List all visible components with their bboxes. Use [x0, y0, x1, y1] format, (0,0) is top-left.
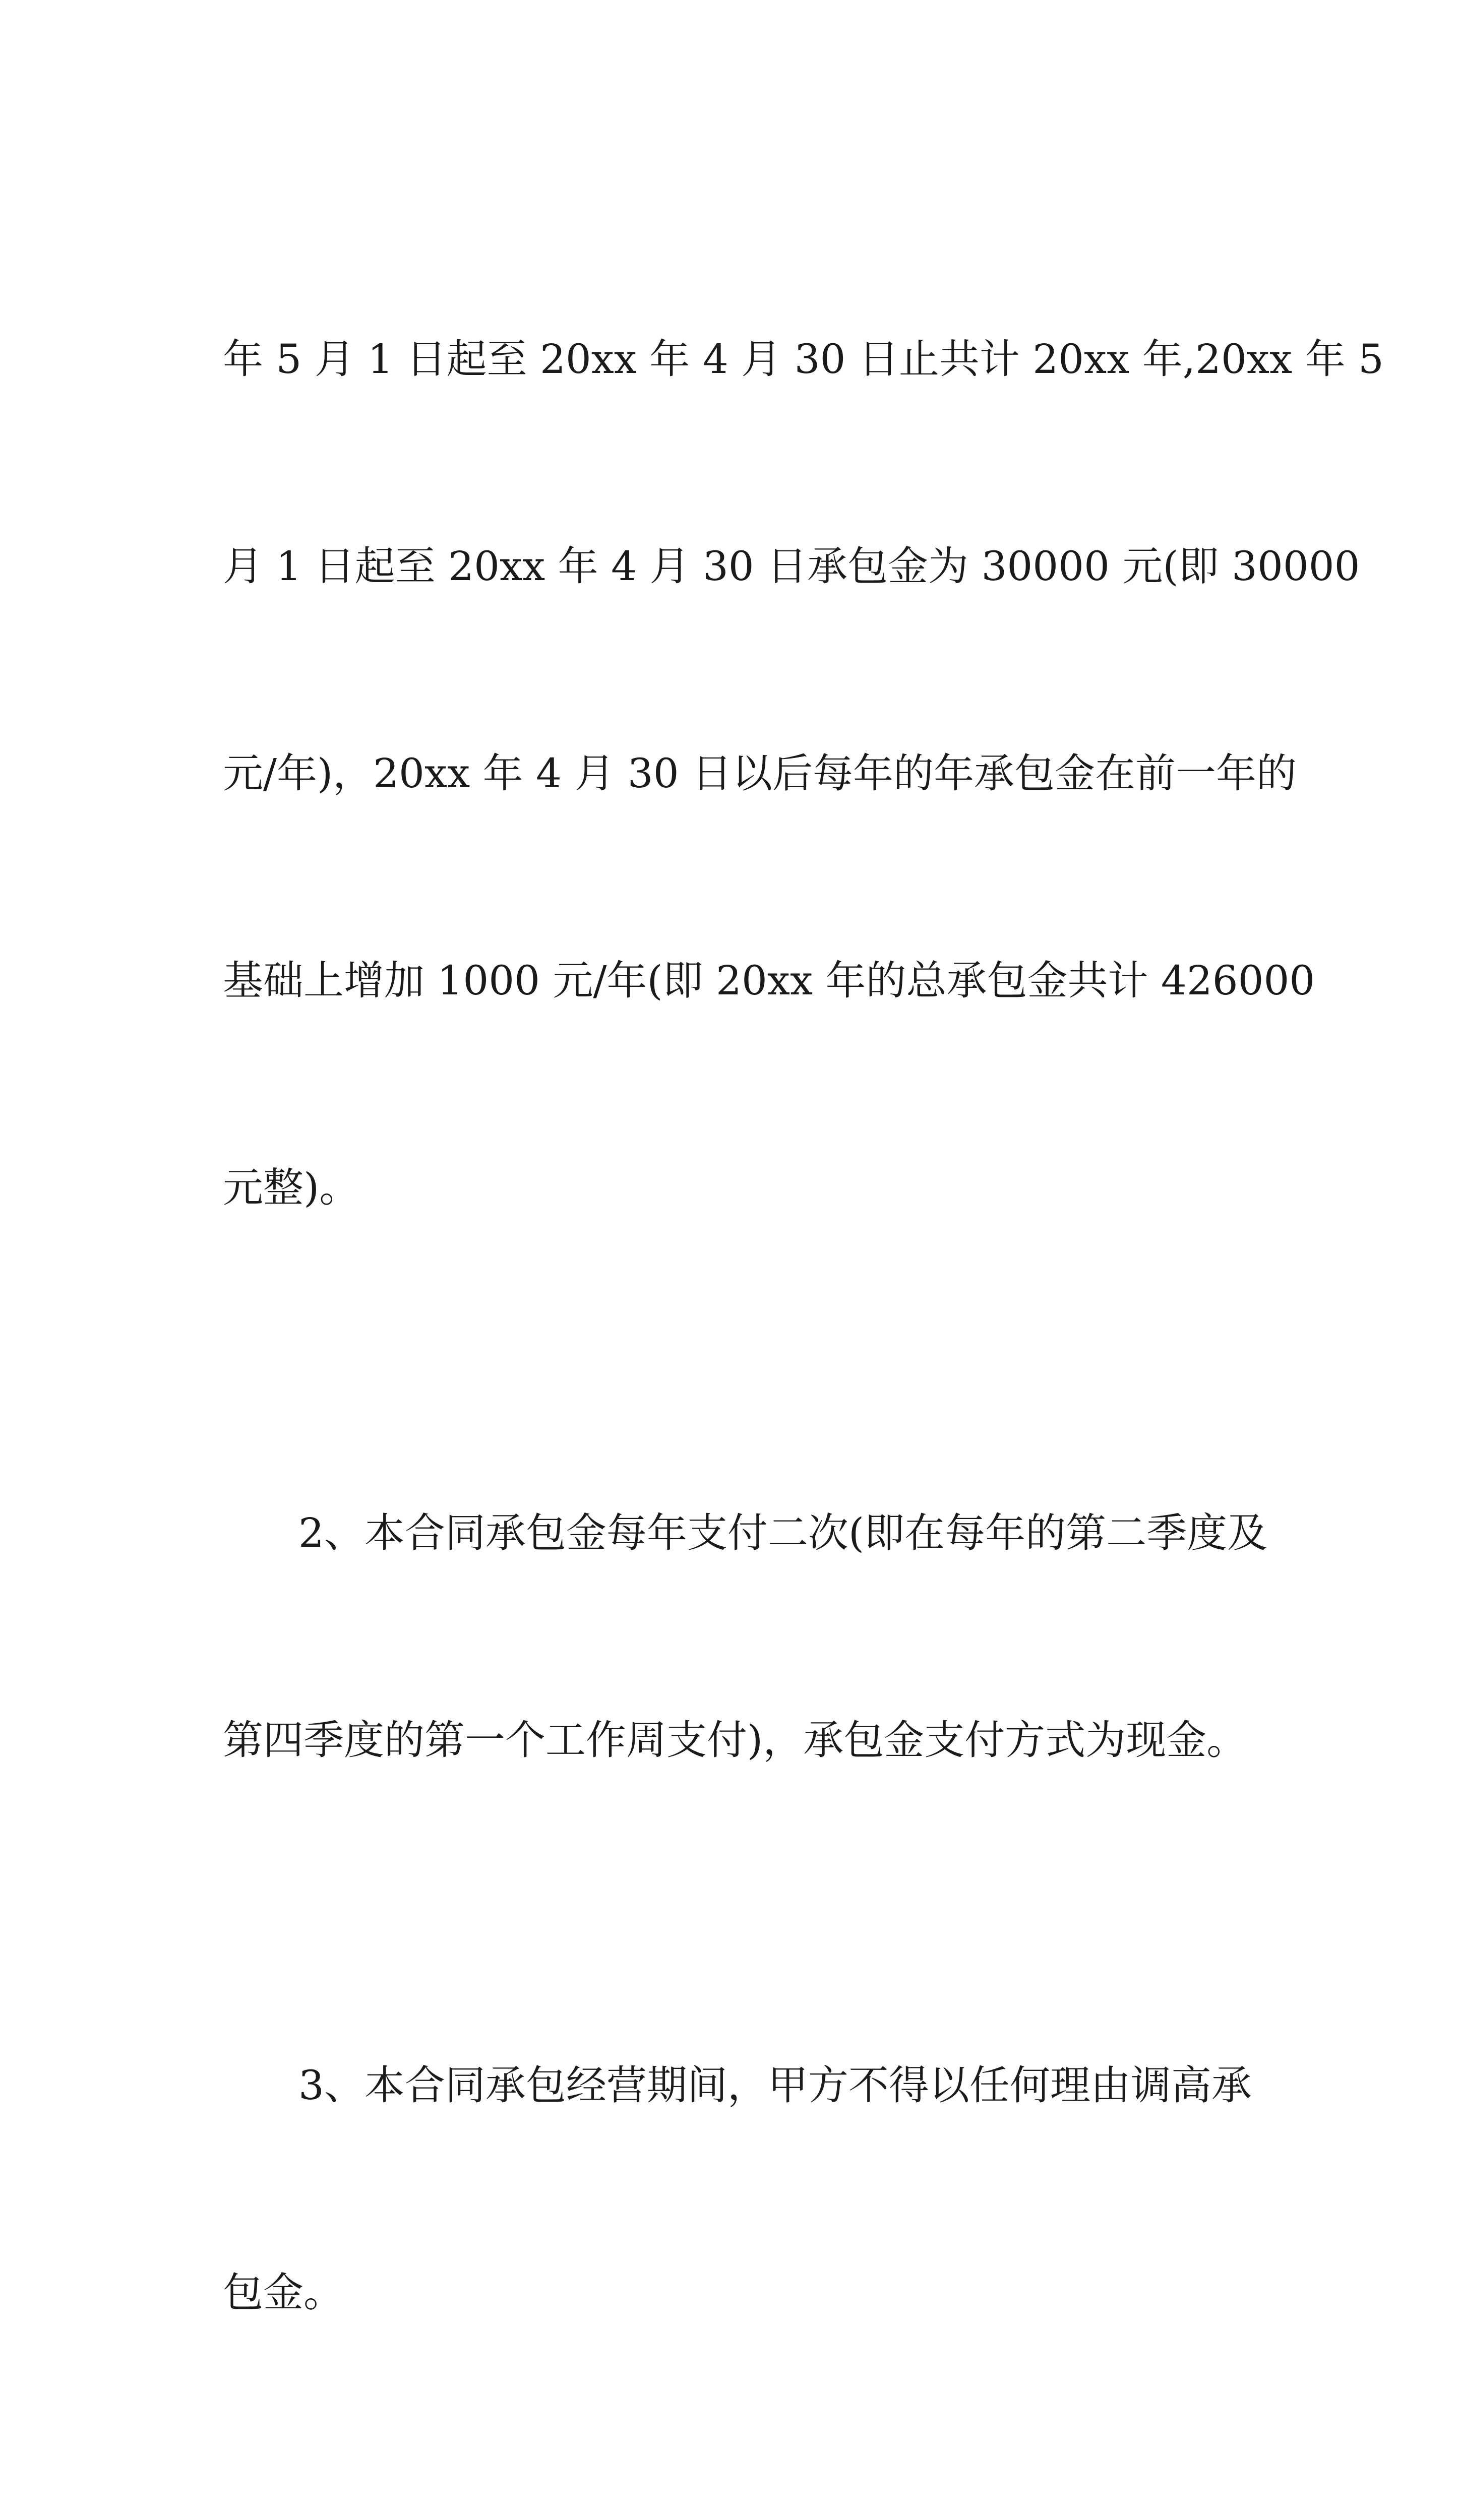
text-line: 2、本合同承包金每年支付二次(即在每年的第二季度及	[298, 1509, 1268, 1556]
text-line: 元整)。	[223, 1164, 360, 1211]
text-line: 第四季度的第一个工作周支付)，承包金支付方式为现金。	[223, 1717, 1247, 1763]
section-heading-deposit	[223, 2465, 1246, 2520]
text-line: 元/年)，20xx 年 4 月 30 日以后每年的年承包金在前一年的	[223, 750, 1297, 797]
text-line: 包金。	[223, 2269, 344, 2316]
text-line: 年 5 月 1 日起至 20xx 年 4 月 30 日止共计 20xx 年,20xx 年 5	[223, 336, 1384, 383]
paragraph-payment-schedule	[223, 1360, 1268, 1913]
paragraph-rent-period	[223, 186, 1384, 1360]
text-line: 月 1 日起至 20xx 年 4 月 30 日承包金为 30000 元(即 30000	[223, 543, 1360, 590]
document-body	[223, 186, 1384, 2520]
paragraph-no-rent-increase	[223, 1913, 1252, 2465]
text-line: 基础上增加 1000 元/年(即 20xx 年的总承包金共计 426000	[223, 957, 1315, 1004]
text-line: 3、本合同承包经营期间，甲方不得以任何理由调高承	[298, 2062, 1252, 2109]
